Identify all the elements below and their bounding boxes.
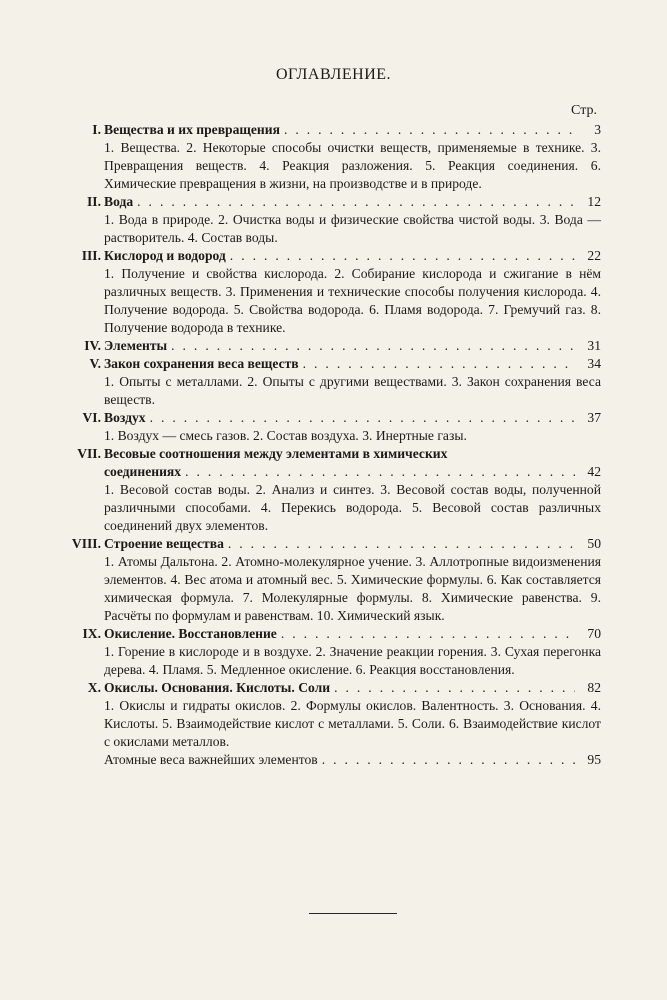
- chapter-number: VII.: [77, 446, 101, 461]
- toc-entry-5[interactable]: [0, 355, 667, 373]
- chapter-title: Вода: [104, 194, 137, 209]
- chapter-number: VIII.: [71, 536, 101, 551]
- chapter-page: 50: [575, 535, 601, 553]
- chapter-page: 31: [575, 337, 601, 355]
- toc-entry-9[interactable]: [0, 625, 667, 643]
- toc-entry-10[interactable]: [0, 679, 667, 697]
- chapter-number: V.: [89, 356, 101, 371]
- chapter-page: 3: [575, 121, 601, 139]
- toc-entry-2[interactable]: [0, 193, 667, 211]
- chapter-number: VI.: [82, 410, 101, 425]
- toc-entry-1[interactable]: [0, 121, 667, 139]
- toc-entry-appendix[interactable]: [0, 751, 667, 769]
- toc-entry-3[interactable]: [0, 247, 667, 265]
- chapter-description: 1. Атомы Дальтона. 2. Атомно-молекулярное учение. 3. Аллотропные видоизменения элементов. 4. Вес атома и атомный вес. 5. Химические формулы. 6. Как составляется химическая формула. 7. Молекулярные формулы. 8. Химические равенства. 9. Расчёты по формулам и равенствам. 10. Химический язык.: [104, 554, 601, 623]
- chapter-title: Вещества и их превращения: [104, 122, 284, 137]
- toc-entry-6[interactable]: [0, 409, 667, 427]
- chapter-page: 12: [575, 193, 601, 211]
- chapter-description: 1. Воздух — смесь газов. 2. Состав воздуха. 3. Инертные газы.: [104, 428, 467, 443]
- appendix-page: 95: [575, 751, 601, 769]
- chapter-page: 70: [575, 625, 601, 643]
- chapter-title: соединениях: [104, 464, 185, 479]
- chapter-description: 1. Весовой состав воды. 2. Анализ и синтез. 3. Весовой состав воды, полученной различными способами. 4. Перекись водорода. 5. Весовой состав различных соединений двух элементов.: [104, 482, 601, 533]
- chapter-description: 1. Вода в природе. 2. Очистка воды и физические свойства чистой воды. 3. Вода — растворитель. 4. Состав воды.: [104, 212, 601, 245]
- chapter-number: X.: [87, 680, 101, 695]
- page-column-label: Стр.: [571, 103, 597, 118]
- chapter-number: III.: [81, 248, 101, 263]
- chapter-title-line1: Весовые соотношения между элементами в химических: [104, 446, 448, 461]
- chapter-number: II.: [87, 194, 101, 209]
- page-title: ОГЛАВЛЕНИЕ.: [275, 66, 392, 83]
- chapter-title: Окислы. Основания. Кислоты. Соли: [104, 680, 334, 695]
- chapter-description: 1. Горение в кислороде и в воздухе. 2. Значение реакции горения. 3. Сухая перегонка дерева. 4. Пламя. 5. Медленное окисление. 6. Реакция восстановления.: [104, 644, 601, 677]
- chapter-title: Воздух: [104, 410, 150, 425]
- chapter-page: 82: [575, 679, 601, 697]
- chapter-title: Строение вещества: [104, 536, 228, 551]
- chapter-description: 1. Вещества. 2. Некоторые способы очистки веществ, применяемые в технике. 3. Превращения веществ. 4. Реакция разложения. 5. Реакция соединения. 6. Химические превращения в жизни, на производстве и в природе.: [104, 140, 601, 191]
- chapter-title: Кислород и водород: [104, 248, 230, 263]
- chapter-description: 1. Получение и свойства кислорода. 2. Собирание кислорода и сжигание в нём различных веществ. 3. Применения и технические способы получения кислорода. 4. Получение водорода. 5. Свойства водорода. 6. Пламя водорода. 7. Гремучий газ. 8. Получение водорода в технике.: [104, 266, 601, 335]
- chapter-page: 42: [575, 463, 601, 481]
- toc-entry-7[interactable]: [0, 445, 667, 481]
- chapter-description: 1. Окислы и гидраты окислов. 2. Формулы окислов. Валентность. 3. Основания. 4. Кислоты. 5. Взаимодействие кислот с металлами. 5. Соли. 6. Взаимодействие кислот с окислами металлов.: [104, 698, 601, 749]
- toc-entry-4[interactable]: [0, 337, 667, 355]
- chapter-page: 37: [575, 409, 601, 427]
- chapter-page: 34: [575, 355, 601, 373]
- chapter-number: IV.: [84, 338, 101, 353]
- chapter-title: Окисление. Восстановление: [104, 626, 281, 641]
- chapter-title: Элементы: [104, 338, 171, 353]
- chapter-description: 1. Опыты с металлами. 2. Опыты с другими веществами. 3. Закон сохранения веса веществ.: [104, 374, 601, 407]
- chapter-number: IX.: [82, 626, 101, 641]
- toc-entry-8[interactable]: [0, 535, 667, 553]
- table-of-contents: [0, 121, 667, 769]
- chapter-page: 22: [575, 247, 601, 265]
- chapter-title: Закон сохранения веса веществ: [104, 356, 303, 371]
- chapter-number: I.: [92, 122, 101, 137]
- end-divider: [309, 913, 397, 914]
- appendix-title: Атомные веса важнейших элементов: [104, 752, 322, 767]
